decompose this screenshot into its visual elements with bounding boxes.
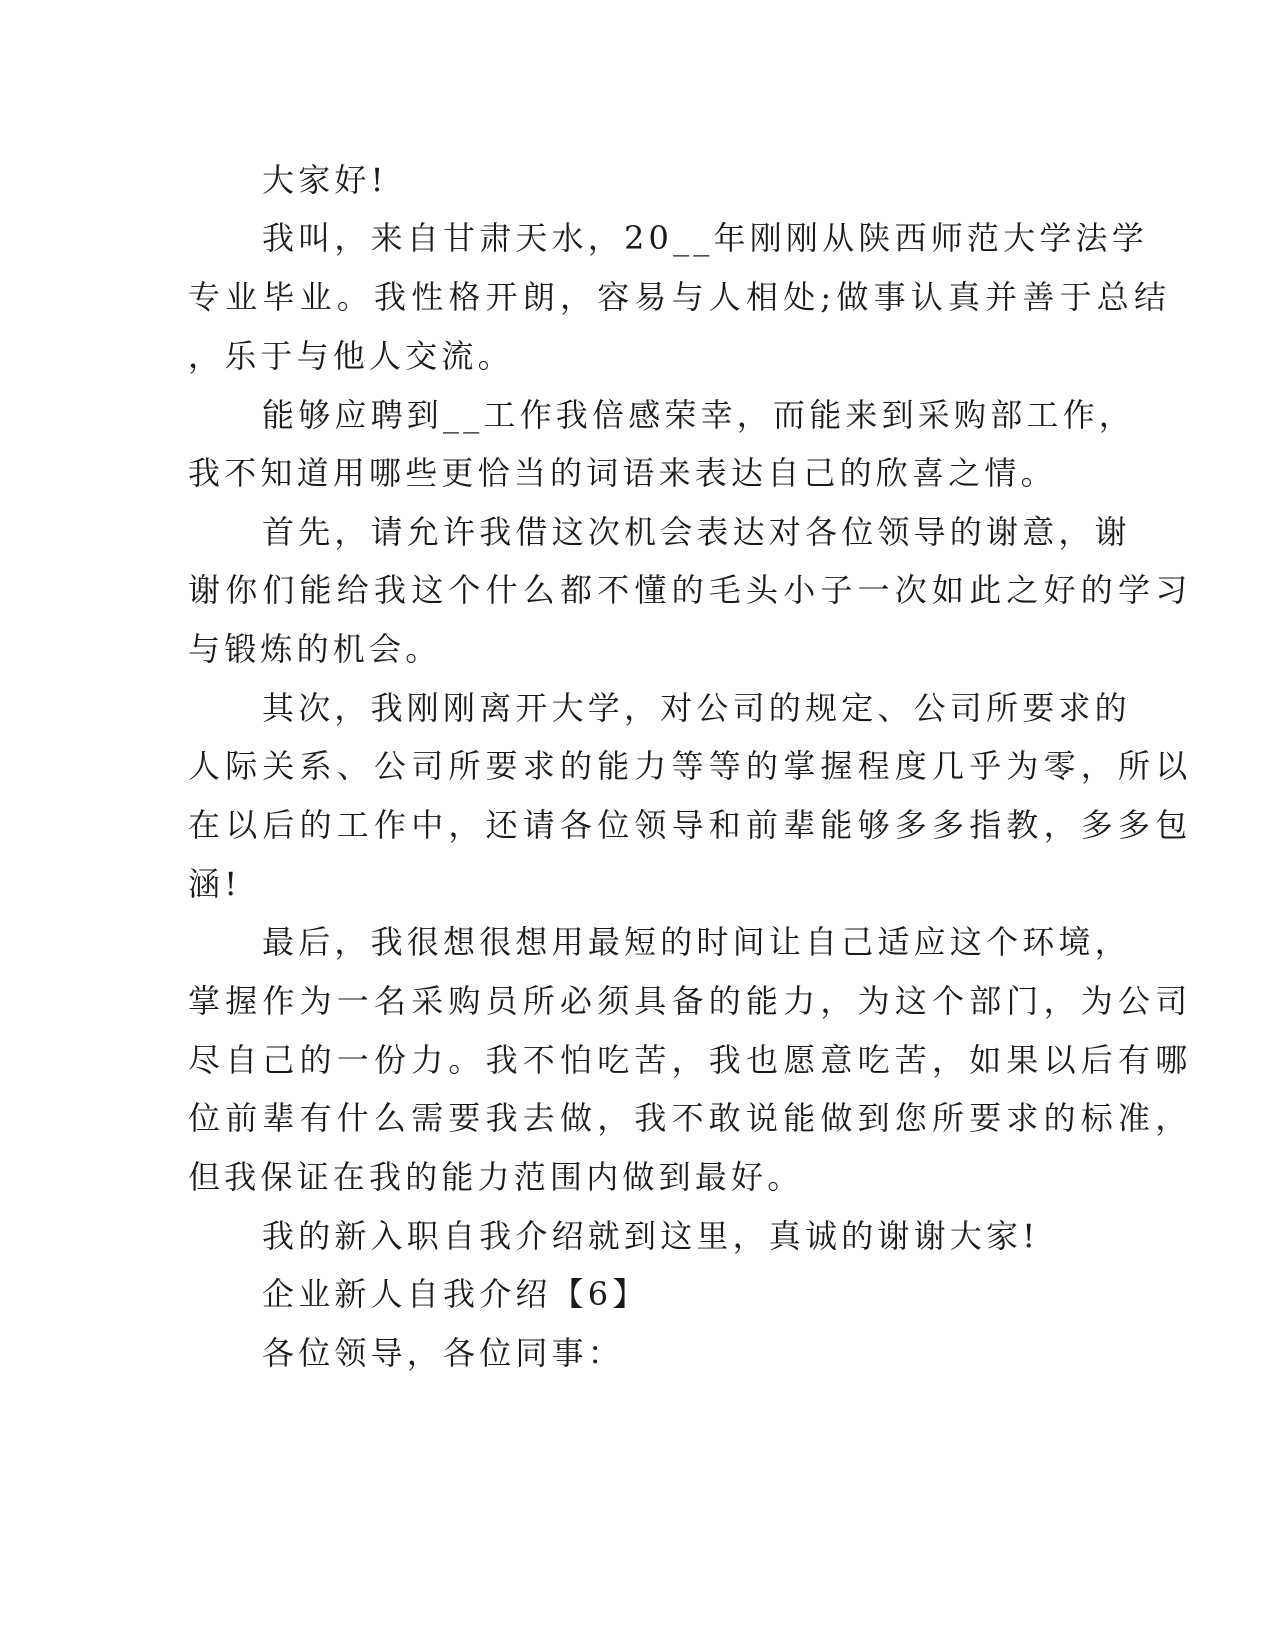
paragraph-line: 掌握作为一名采购员所必须具备的能力，为这个部门，为公司 [188,982,1193,1020]
paragraph-line: 涵! [188,865,242,903]
paragraph-line: 最后，我很想很想用最短的时间让自己适应这个环境， [262,923,1131,961]
paragraph-line: 我不知道用哪些更恰当的词语来表达自己的欣喜之情。 [188,454,1057,492]
paragraph-line: 首先，请允许我借这次机会表达对各位领导的谢意，谢 [262,513,1131,551]
paragraph-line: 我叫，来自甘肃天水，20__年刚刚从陕西师范大学法学 [262,219,1148,257]
paragraph-line: 人际关系、公司所要求的能力等等的掌握程度几乎为零，所以 [188,747,1193,785]
salutation: 各位领导，各位同事： [262,1334,625,1372]
closing-line: 我的新入职自我介绍就到这里，真诚的谢谢大家! [262,1217,1040,1255]
paragraph-line: 谢你们能给我这个什么都不懂的毛头小子一次如此之好的学习 [188,571,1193,609]
paragraph-line: 在以后的工作中，还请各位领导和前辈能够多多指教，多多包 [188,806,1193,844]
paragraph-line: 其次，我刚刚离开大学，对公司的规定、公司所要求的 [262,689,1131,727]
paragraph-line: 尽自己的一份力。我不怕吃苦，我也愿意吃苦，如果以后有哪 [188,1041,1193,1079]
greeting: 大家好! [262,161,388,199]
section-heading: 企业新人自我介绍【6】 [262,1275,649,1313]
paragraph-line: 位前辈有什么需要我去做，我不敢说能做到您所要求的标准， [188,1099,1193,1137]
paragraph-line: 但我保证在我的能力范围内做到最好。 [188,1158,804,1196]
paragraph-line: ，乐于与他人交流。 [188,337,514,375]
paragraph-line: 专业毕业。我性格开朗，容易与人相处;做事认真并善于总结 [188,278,1172,316]
paragraph-line: 能够应聘到__工作我倍感荣幸，而能来到采购部工作， [262,396,1136,434]
paragraph-line: 与锻炼的机会。 [188,630,442,668]
